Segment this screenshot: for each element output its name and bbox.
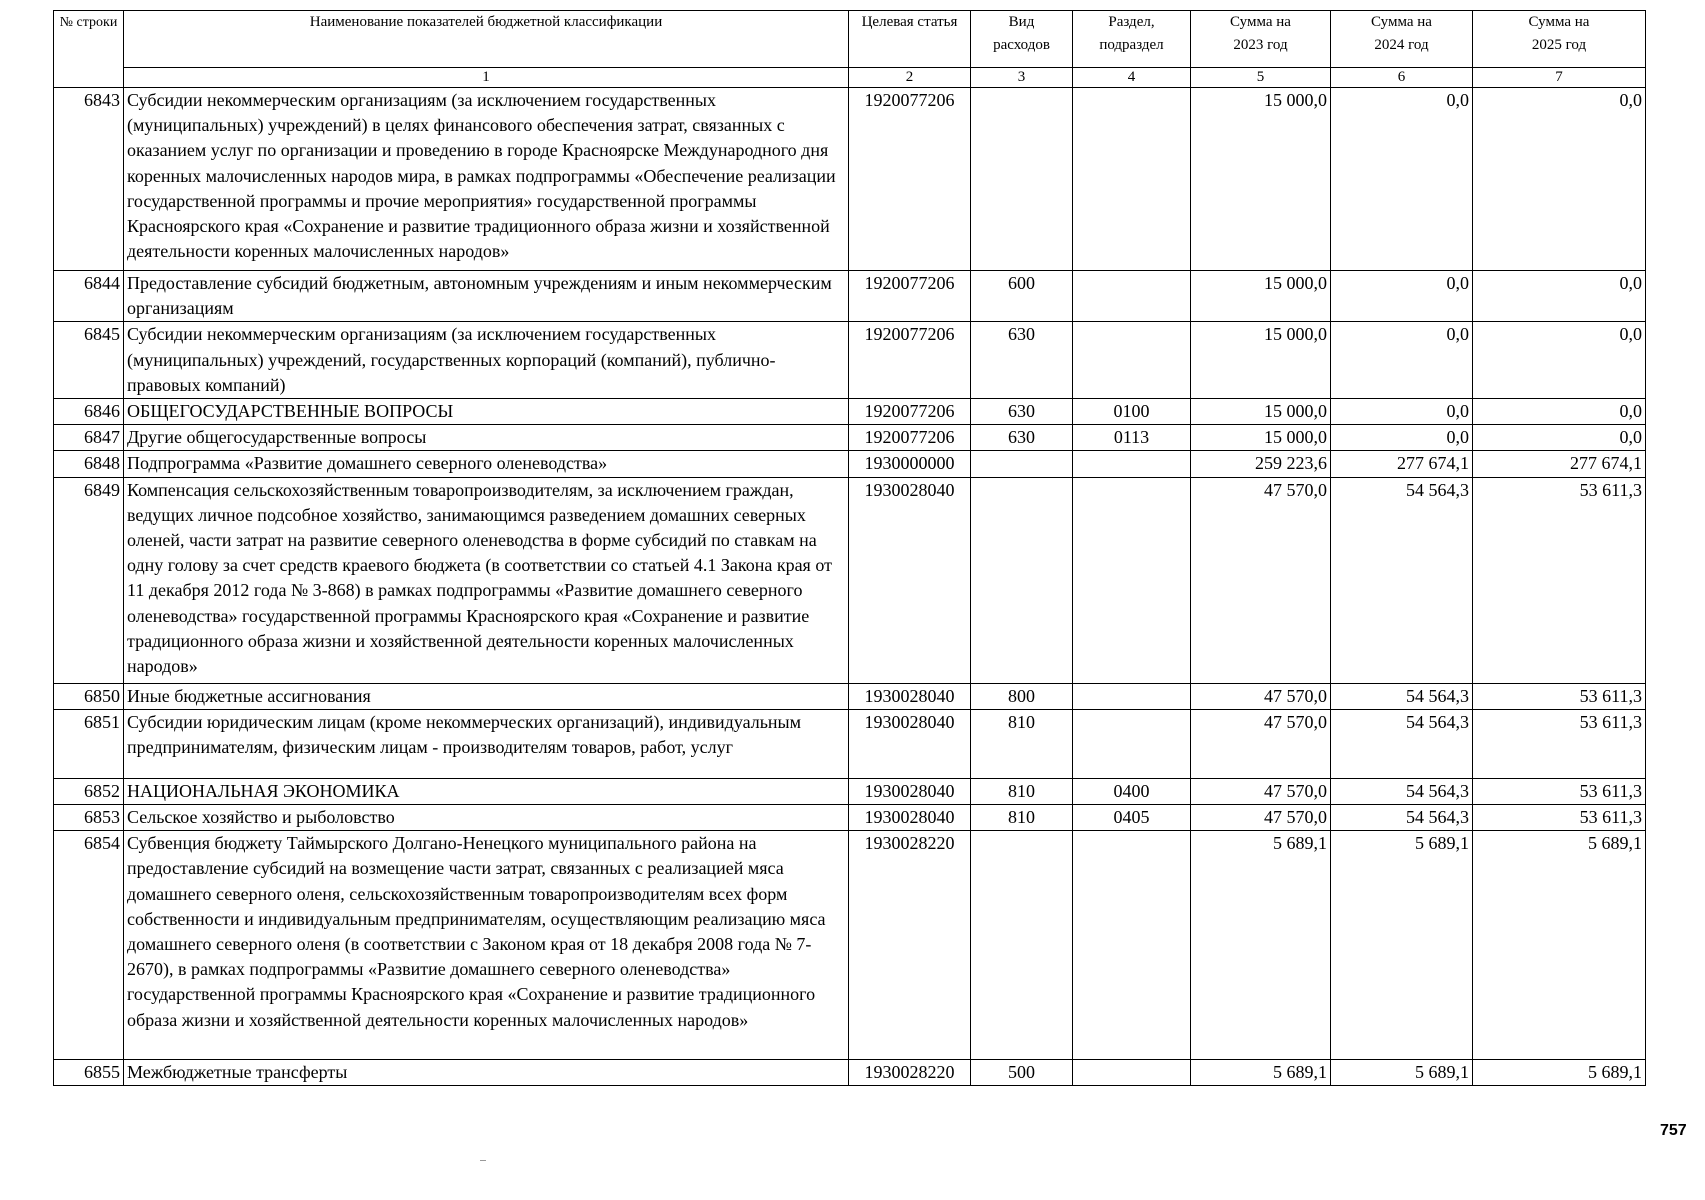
header-row-number: № строки xyxy=(54,11,124,88)
header-sum-2023-line2: 2023 год xyxy=(1233,37,1288,53)
target-article-code: 1930028040 xyxy=(849,683,971,709)
sum-2023: 47 570,0 xyxy=(1191,477,1331,683)
expense-type-code: 810 xyxy=(971,709,1073,778)
sum-2025: 0,0 xyxy=(1473,322,1646,399)
row-number: 6853 xyxy=(54,805,124,831)
target-article-code: 1930000000 xyxy=(849,451,971,477)
sum-2024: 5 689,1 xyxy=(1331,1060,1473,1086)
sum-2025: 5 689,1 xyxy=(1473,1060,1646,1086)
target-article-code: 1930028220 xyxy=(849,831,971,1060)
column-number: 3 xyxy=(971,68,1073,88)
indicator-name: Субсидии некоммерческим организациям (за исключением государственных (муниципальных) учреждений) в целях финансового обеспечения затрат, связанных с оказанием услуг по организации и проведению в городе Красноярске Международного дня коренных малочисленных народов мира, в рамках подпрограммы «Обеспечение реализации государственной программы и прочие мероприятия» государственной программы Красноярского края «Сохранение и развитие традиционного образа жизни и хозяйственной деятельности коренных малочисленных народов» xyxy=(124,88,849,271)
section-code xyxy=(1073,88,1191,271)
sum-2025: 53 611,3 xyxy=(1473,477,1646,683)
section-code: 0113 xyxy=(1073,425,1191,451)
section-code xyxy=(1073,271,1191,322)
header-sum-2025-line1: Сумма на xyxy=(1528,14,1590,30)
header-section xyxy=(1073,11,1191,68)
table-body xyxy=(54,88,1646,1086)
row-number: 6848 xyxy=(54,451,124,477)
section-code xyxy=(1073,477,1191,683)
sum-2025: 53 611,3 xyxy=(1473,805,1646,831)
header-indicator-name: Наименование показателей бюджетной классификации xyxy=(124,11,849,68)
target-article-code: 1920077206 xyxy=(849,399,971,425)
table-row xyxy=(54,709,1646,778)
sum-2025: 0,0 xyxy=(1473,271,1646,322)
section-code: 0405 xyxy=(1073,805,1191,831)
target-article-code: 1930028040 xyxy=(849,477,971,683)
row-number: 6855 xyxy=(54,1060,124,1086)
sum-2024: 0,0 xyxy=(1331,425,1473,451)
column-number: 2 xyxy=(849,68,971,88)
header-expense-type xyxy=(971,11,1073,68)
row-number: 6846 xyxy=(54,399,124,425)
page-number: 757 xyxy=(1660,1122,1687,1139)
sum-2024: 54 564,3 xyxy=(1331,477,1473,683)
table-row xyxy=(54,451,1646,477)
section-code: 0400 xyxy=(1073,778,1191,804)
expense-type-code: 600 xyxy=(971,271,1073,322)
row-number: 6843 xyxy=(54,88,124,271)
target-article-code: 1930028220 xyxy=(849,1060,971,1086)
row-number: 6850 xyxy=(54,683,124,709)
header-target-article: Целевая статья xyxy=(849,11,971,68)
target-article-code: 1920077206 xyxy=(849,88,971,271)
section-code xyxy=(1073,1060,1191,1086)
indicator-name: ОБЩЕГОСУДАРСТВЕННЫЕ ВОПРОСЫ xyxy=(124,399,849,425)
indicator-name: Субвенция бюджету Таймырского Долгано-Ненецкого муниципального района на предоставление субсидий на возмещение части затрат, связанных с реализацией мяса домашнего северного оленя, сельскохозяйственным товаропроизводителям всех форм собственности и индивидуальным предпринимателям, осуществляющим реализацию мяса домашнего северного оленя (в соответствии с Законом края от 18 декабря 2008 года № 7-2670), в рамках подпрограммы «Развитие домашнего северного оленеводства» государственной программы Красноярского края «Сохранение и развитие традиционного образа жизни и хозяйственной деятельности коренных малочисленных народов» xyxy=(124,831,849,1060)
expense-type-code: 810 xyxy=(971,805,1073,831)
sum-2025: 53 611,3 xyxy=(1473,709,1646,778)
sum-2024: 0,0 xyxy=(1331,88,1473,271)
header-sum-2025 xyxy=(1473,11,1646,68)
column-number: 5 xyxy=(1191,68,1331,88)
sum-2023: 5 689,1 xyxy=(1191,831,1331,1060)
indicator-name: НАЦИОНАЛЬНАЯ ЭКОНОМИКА xyxy=(124,778,849,804)
sum-2025: 0,0 xyxy=(1473,399,1646,425)
table-row xyxy=(54,425,1646,451)
column-number: 1 xyxy=(124,68,849,88)
table-row xyxy=(54,1060,1646,1086)
section-code xyxy=(1073,831,1191,1060)
sum-2024: 0,0 xyxy=(1331,271,1473,322)
sum-2023: 47 570,0 xyxy=(1191,709,1331,778)
indicator-name: Компенсация сельскохозяйственным товаропроизводителям, за исключением граждан, ведущих личное подсобное хозяйство, занимающимся разведением домашних северных оленей, части затрат на развитие северного оленеводства в форме субсидий по ставкам на одну голову за счет средств краевого бюджета (в соответствии со статьей 4.1 Закона края от 11 декабря 2012 года № 3-868) в рамках подпрограммы «Развитие домашнего северного оленеводства» государственной программы Красноярского края «Сохранение и развитие традиционного образа жизни и хозяйственной деятельности коренных малочисленных народов» xyxy=(124,477,849,683)
column-number: 4 xyxy=(1073,68,1191,88)
sum-2024: 54 564,3 xyxy=(1331,778,1473,804)
row-number: 6849 xyxy=(54,477,124,683)
budget-classification-table xyxy=(53,10,1646,1086)
sum-2025: 5 689,1 xyxy=(1473,831,1646,1060)
sum-2024: 54 564,3 xyxy=(1331,805,1473,831)
sum-2023: 47 570,0 xyxy=(1191,805,1331,831)
sum-2024: 54 564,3 xyxy=(1331,683,1473,709)
sum-2025: 53 611,3 xyxy=(1473,683,1646,709)
indicator-name: Межбюджетные трансферты xyxy=(124,1060,849,1086)
sum-2023: 15 000,0 xyxy=(1191,88,1331,271)
header-section-line1: Раздел, xyxy=(1108,14,1155,30)
header-section-line2: подраздел xyxy=(1099,37,1164,53)
row-number: 6851 xyxy=(54,709,124,778)
target-article-code: 1930028040 xyxy=(849,709,971,778)
target-article-code: 1930028040 xyxy=(849,805,971,831)
row-number: 6847 xyxy=(54,425,124,451)
expense-type-code: 630 xyxy=(971,399,1073,425)
sum-2024: 54 564,3 xyxy=(1331,709,1473,778)
expense-type-code: 800 xyxy=(971,683,1073,709)
target-article-code: 1920077206 xyxy=(849,271,971,322)
sum-2025: 277 674,1 xyxy=(1473,451,1646,477)
row-number: 6852 xyxy=(54,778,124,804)
indicator-name: Другие общегосударственные вопросы xyxy=(124,425,849,451)
column-number: 7 xyxy=(1473,68,1646,88)
expense-type-code: 630 xyxy=(971,322,1073,399)
target-article-code: 1920077206 xyxy=(849,425,971,451)
sum-2024: 0,0 xyxy=(1331,322,1473,399)
sum-2023: 15 000,0 xyxy=(1191,271,1331,322)
expense-type-code: 500 xyxy=(971,1060,1073,1086)
expense-type-code: 630 xyxy=(971,425,1073,451)
expense-type-code xyxy=(971,88,1073,271)
table-row xyxy=(54,322,1646,399)
header-sum-2025-line2: 2025 год xyxy=(1531,37,1587,53)
header-sum-2024 xyxy=(1331,11,1473,68)
expense-type-code xyxy=(971,451,1073,477)
indicator-name: Иные бюджетные ассигнования xyxy=(124,683,849,709)
indicator-name: Подпрограмма «Развитие домашнего северного оленеводства» xyxy=(124,451,849,477)
table-row xyxy=(54,88,1646,271)
sum-2023: 47 570,0 xyxy=(1191,683,1331,709)
sum-2025: 0,0 xyxy=(1473,88,1646,271)
expense-type-code xyxy=(971,477,1073,683)
table-row xyxy=(54,831,1646,1060)
sum-2023: 5 689,1 xyxy=(1191,1060,1331,1086)
row-number: 6845 xyxy=(54,322,124,399)
target-article-code: 1930028040 xyxy=(849,778,971,804)
row-number: 6854 xyxy=(54,831,124,1060)
row-number: 6844 xyxy=(54,271,124,322)
sum-2023: 15 000,0 xyxy=(1191,399,1331,425)
scan-artifact xyxy=(480,1160,486,1161)
expense-type-code: 810 xyxy=(971,778,1073,804)
sum-2025: 53 611,3 xyxy=(1473,778,1646,804)
indicator-name: Предоставление субсидий бюджетным, автономным учреждениям и иным некоммерческим организациям xyxy=(124,271,849,322)
indicator-name: Субсидии некоммерческим организациям (за исключением государственных (муниципальных) учреждений, государственных корпораций (компаний), публично-правовых компаний) xyxy=(124,322,849,399)
indicator-name: Сельское хозяйство и рыболовство xyxy=(124,805,849,831)
indicator-name: Субсидии юридическим лицам (кроме некоммерческих организаций), индивидуальным предпринимателям, физическим лицам - производителям товаров, работ, услуг xyxy=(124,709,849,778)
header-sum-2023 xyxy=(1191,11,1331,68)
section-code xyxy=(1073,322,1191,399)
table-header-row xyxy=(54,11,1646,68)
header-sum-2024-line1: Сумма на xyxy=(1371,14,1432,30)
table-row xyxy=(54,271,1646,322)
table-row xyxy=(54,477,1646,683)
target-article-code: 1920077206 xyxy=(849,322,971,399)
column-number-row xyxy=(54,68,1646,88)
column-number: 6 xyxy=(1331,68,1473,88)
section-code xyxy=(1073,683,1191,709)
header-expense-type-line2: расходов xyxy=(993,37,1050,53)
section-code xyxy=(1073,451,1191,477)
table-row xyxy=(54,778,1646,804)
sum-2024: 5 689,1 xyxy=(1331,831,1473,1060)
section-code: 0100 xyxy=(1073,399,1191,425)
sum-2024: 0,0 xyxy=(1331,399,1473,425)
sum-2023: 15 000,0 xyxy=(1191,425,1331,451)
section-code xyxy=(1073,709,1191,778)
header-sum-2024-line2: 2024 год xyxy=(1374,37,1429,53)
table-row xyxy=(54,399,1646,425)
table-row xyxy=(54,805,1646,831)
expense-type-code xyxy=(971,831,1073,1060)
sum-2023: 47 570,0 xyxy=(1191,778,1331,804)
sum-2023: 259 223,6 xyxy=(1191,451,1331,477)
table-row xyxy=(54,683,1646,709)
header-sum-2023-line1: Сумма на xyxy=(1230,14,1291,30)
sum-2024: 277 674,1 xyxy=(1331,451,1473,477)
sum-2023: 15 000,0 xyxy=(1191,322,1331,399)
sum-2025: 0,0 xyxy=(1473,425,1646,451)
header-expense-type-line1: Вид xyxy=(1008,14,1035,30)
